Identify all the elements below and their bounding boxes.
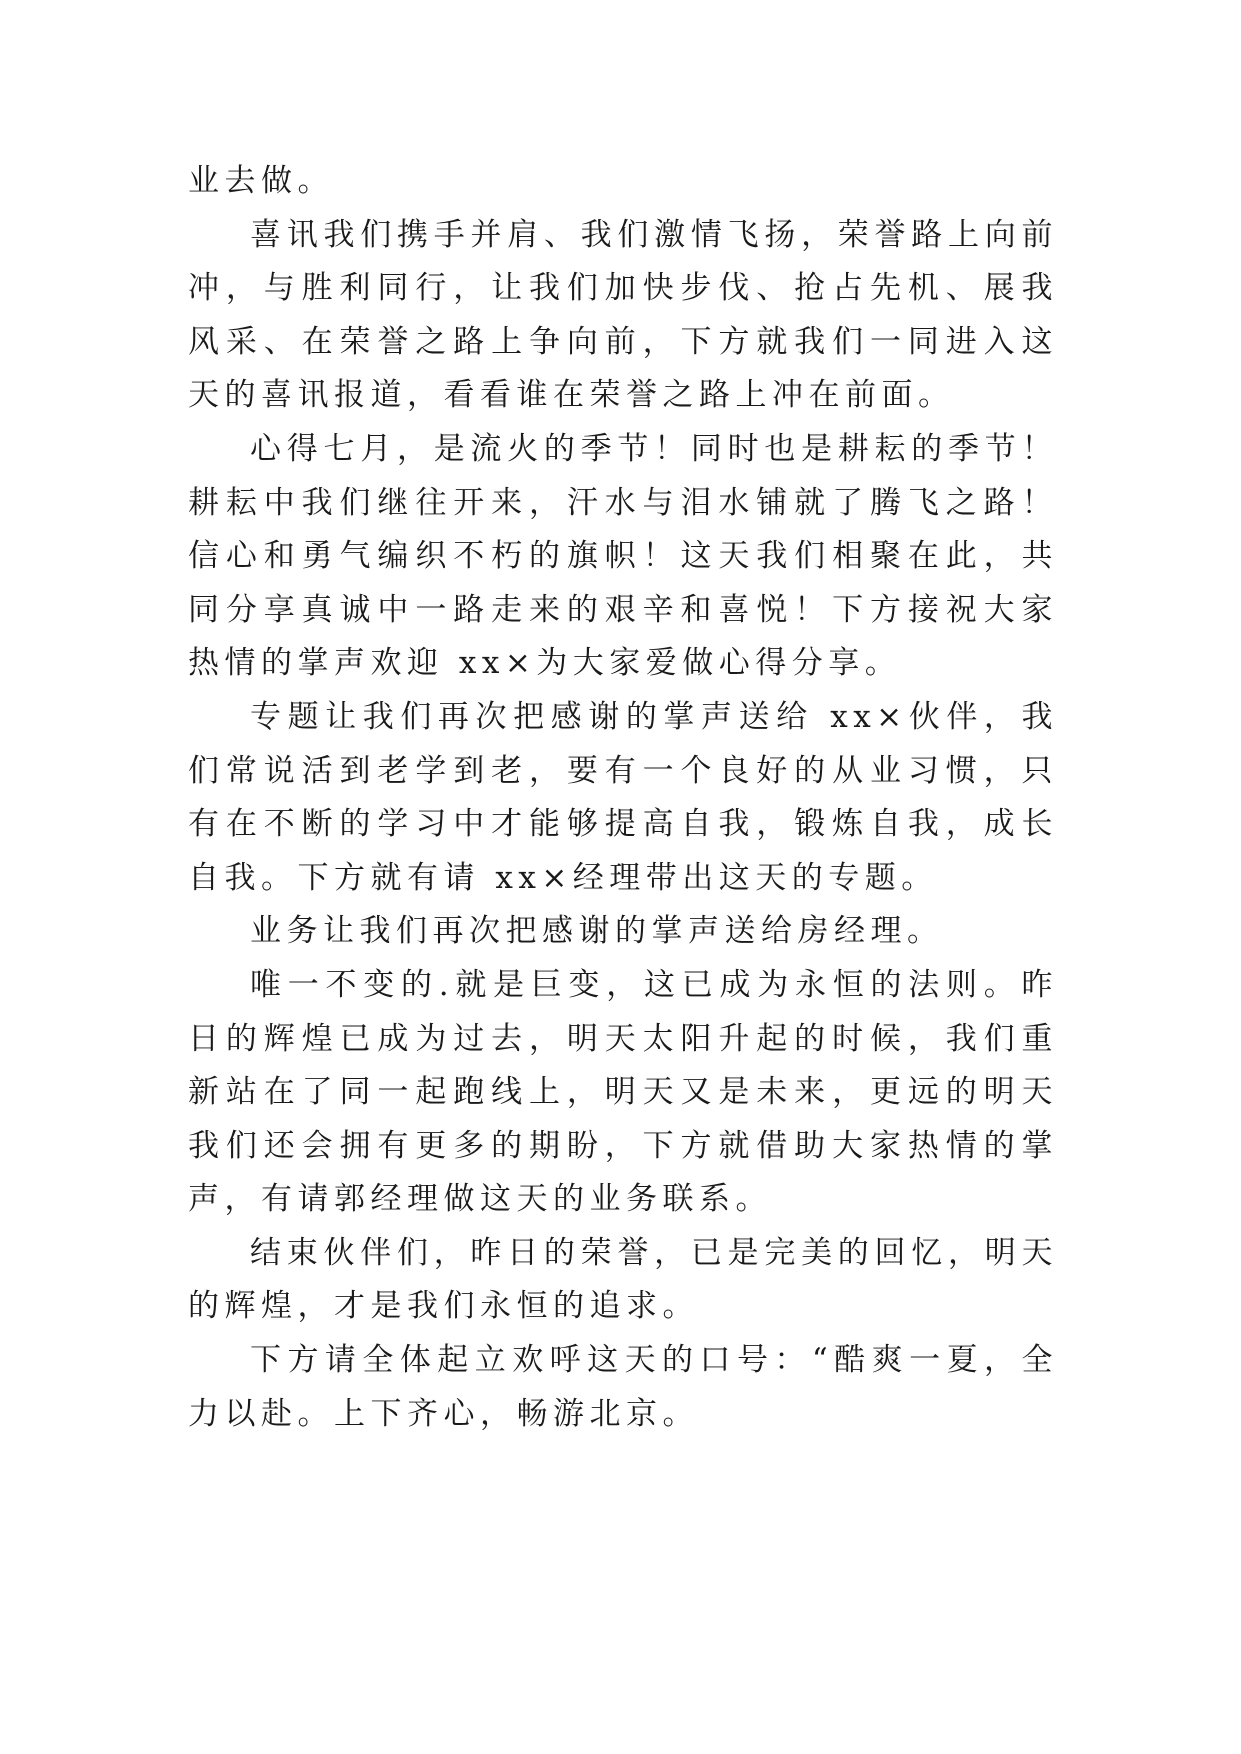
paragraph-ending: 结束伙伴们，昨日的荣誉，已是完美的回忆，明天的辉煌，才是我们永恒的追求。 — [188, 1234, 1058, 1325]
paragraph-good-news: 喜讯我们携手并肩、我们激情飞扬，荣誉路上向前冲，与胜利同行，让我们加快步伐、抢占先机、展我风采、在荣誉之路上争向前，下方就我们一同进入这天的喜讯报道，看看谁在荣誉之路上冲在前面。 — [188, 216, 1058, 414]
document-body — [188, 155, 1058, 1441]
paragraph-experience: 心得七月，是流火的季节！同时也是耕耘的季节！耕耘中我们继往开来，汗水与泪水铺就了腾飞之路！信心和勇气编织不朽的旗帜！这天我们相聚在此，共同分享真诚中一路走来的艰辛和喜悦！下方接祝大家热情的掌声欢迎 xx×为大家爱做心得分享。 — [188, 430, 1058, 682]
paragraph-topic: 专题让我们再次把感谢的掌声送给 xx×伙伴，我们常说活到老学到老，要有一个良好的从业习惯，只有在不断的学习中才能够提高自我，锻炼自我，成长自我。下方就有请 xx×经理带出这天的专题。 — [188, 698, 1058, 896]
paragraph-change: 唯一不变的.就是巨变，这已成为永恒的法则。昨日的辉煌已成为过去，明天太阳升起的时候，我们重新站在了同一起跑线上，明天又是未来，更远的明天我们还会拥有更多的期盼，下方就借助大家热情的掌声，有请郭经理做这天的业务联系。 — [188, 966, 1058, 1218]
paragraph-business: 业务让我们再次把感谢的掌声送给房经理。 — [250, 913, 944, 950]
paragraph-slogan: 下方请全体起立欢呼这天的口号：“酷爽一夏，全力以赴。上下齐心，畅游北京。 — [188, 1342, 1058, 1432]
paragraph-continued: 业去做。 — [188, 163, 334, 199]
